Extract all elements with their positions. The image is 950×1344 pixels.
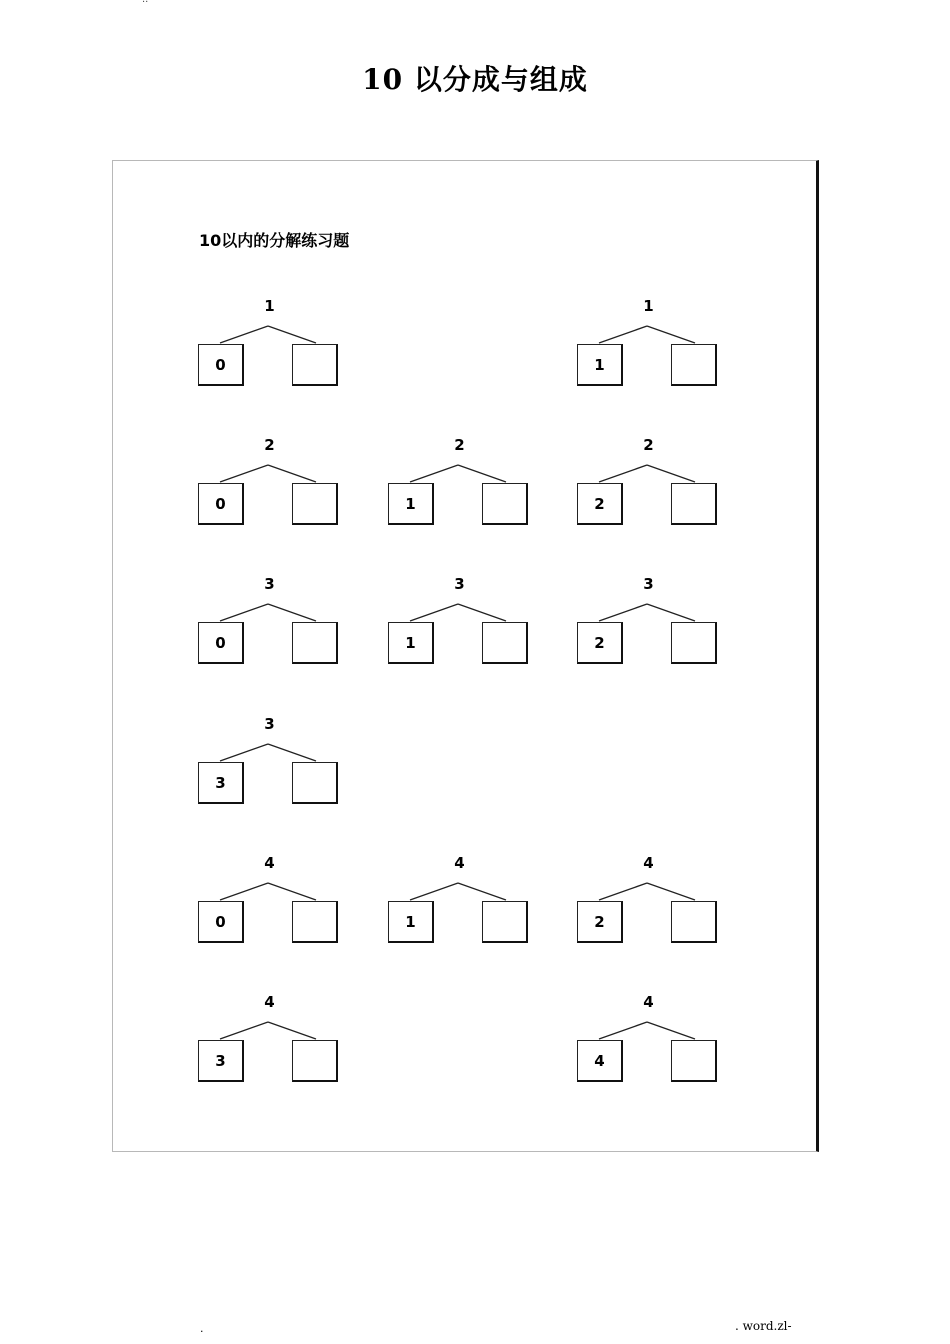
part-box-given: 1 (577, 344, 623, 386)
decomposition-problem (577, 854, 722, 949)
decomposition-problem (388, 575, 533, 670)
total-number: 3 (264, 715, 275, 733)
total-number: 1 (264, 297, 275, 315)
branch-lines (388, 436, 533, 486)
branch-lines (577, 297, 722, 347)
branch-line (268, 326, 316, 343)
page-title: 10 以分成与组成 (362, 63, 588, 96)
decomposition-problem (577, 993, 722, 1088)
part-box-given: 0 (198, 622, 244, 664)
decomposition-problem (198, 436, 343, 531)
answer-box[interactable] (292, 622, 338, 664)
branch-line (220, 883, 268, 900)
answer-box[interactable] (292, 762, 338, 804)
branch-line (410, 604, 458, 621)
answer-box[interactable] (292, 901, 338, 943)
branch-line (268, 1022, 316, 1039)
total-number: 1 (643, 297, 654, 315)
branch-lines (198, 436, 343, 486)
branch-line (220, 326, 268, 343)
answer-box[interactable] (482, 483, 528, 525)
answer-box[interactable] (292, 1040, 338, 1082)
branch-line (647, 465, 695, 482)
part-box-given: 1 (388, 622, 434, 664)
corner-mark (142, 0, 148, 5)
branch-line (647, 326, 695, 343)
decomposition-problem (198, 715, 343, 810)
part-box-given: 0 (198, 901, 244, 943)
decomposition-problem (198, 575, 343, 670)
answer-box[interactable] (671, 1040, 717, 1082)
branch-line (599, 604, 647, 621)
branch-line (647, 883, 695, 900)
decomposition-problem (198, 297, 343, 392)
branch-line (410, 465, 458, 482)
part-box-given: 1 (388, 901, 434, 943)
total-number: 4 (264, 854, 275, 872)
part-box-given: 2 (577, 622, 623, 664)
branch-lines (577, 993, 722, 1043)
total-number: 2 (264, 436, 275, 454)
footer-left: . (200, 1322, 204, 1335)
branch-line (410, 883, 458, 900)
branch-lines (198, 297, 343, 347)
answer-box[interactable] (292, 344, 338, 386)
total-number: 4 (454, 854, 465, 872)
total-number: 4 (643, 854, 654, 872)
branch-lines (577, 575, 722, 625)
answer-box[interactable] (671, 344, 717, 386)
branch-line (220, 744, 268, 761)
branch-line (268, 883, 316, 900)
decomposition-problem (577, 297, 722, 392)
branch-line (268, 744, 316, 761)
branch-lines (198, 993, 343, 1043)
branch-line (599, 326, 647, 343)
branch-lines (198, 575, 343, 625)
branch-line (599, 465, 647, 482)
branch-line (268, 604, 316, 621)
branch-lines (388, 854, 533, 904)
part-box-given: 0 (198, 344, 244, 386)
branch-line (220, 465, 268, 482)
branch-line (599, 883, 647, 900)
branch-line (647, 1022, 695, 1039)
branch-line (220, 604, 268, 621)
answer-box[interactable] (292, 483, 338, 525)
branch-line (599, 1022, 647, 1039)
total-number: 2 (643, 436, 654, 454)
decomposition-problem (198, 993, 343, 1088)
branch-lines (577, 436, 722, 486)
total-number: 2 (454, 436, 465, 454)
total-number: 3 (454, 575, 465, 593)
decomposition-problem (388, 854, 533, 949)
branch-lines (577, 854, 722, 904)
branch-lines (388, 575, 533, 625)
part-box-given: 2 (577, 483, 623, 525)
part-box-given: 3 (198, 1040, 244, 1082)
answer-box[interactable] (671, 622, 717, 664)
branch-line (458, 883, 506, 900)
branch-line (268, 465, 316, 482)
part-box-given: 4 (577, 1040, 623, 1082)
total-number: 3 (643, 575, 654, 593)
total-number: 4 (643, 993, 654, 1011)
total-number: 4 (264, 993, 275, 1011)
decomposition-problem (577, 436, 722, 531)
branch-lines (198, 854, 343, 904)
part-box-given: 0 (198, 483, 244, 525)
answer-box[interactable] (671, 901, 717, 943)
answer-box[interactable] (482, 901, 528, 943)
decomposition-problem (388, 436, 533, 531)
decomposition-problem (198, 854, 343, 949)
branch-lines (198, 715, 343, 765)
part-box-given: 1 (388, 483, 434, 525)
part-box-given: 3 (198, 762, 244, 804)
branch-line (647, 604, 695, 621)
worksheet-title: 10以内的分解练习题 (199, 231, 350, 250)
branch-line (458, 604, 506, 621)
footer-right: . word.zl- (735, 1319, 792, 1333)
branch-line (220, 1022, 268, 1039)
total-number: 3 (264, 575, 275, 593)
answer-box[interactable] (671, 483, 717, 525)
branch-line (458, 465, 506, 482)
part-box-given: 2 (577, 901, 623, 943)
answer-box[interactable] (482, 622, 528, 664)
decomposition-problem (577, 575, 722, 670)
